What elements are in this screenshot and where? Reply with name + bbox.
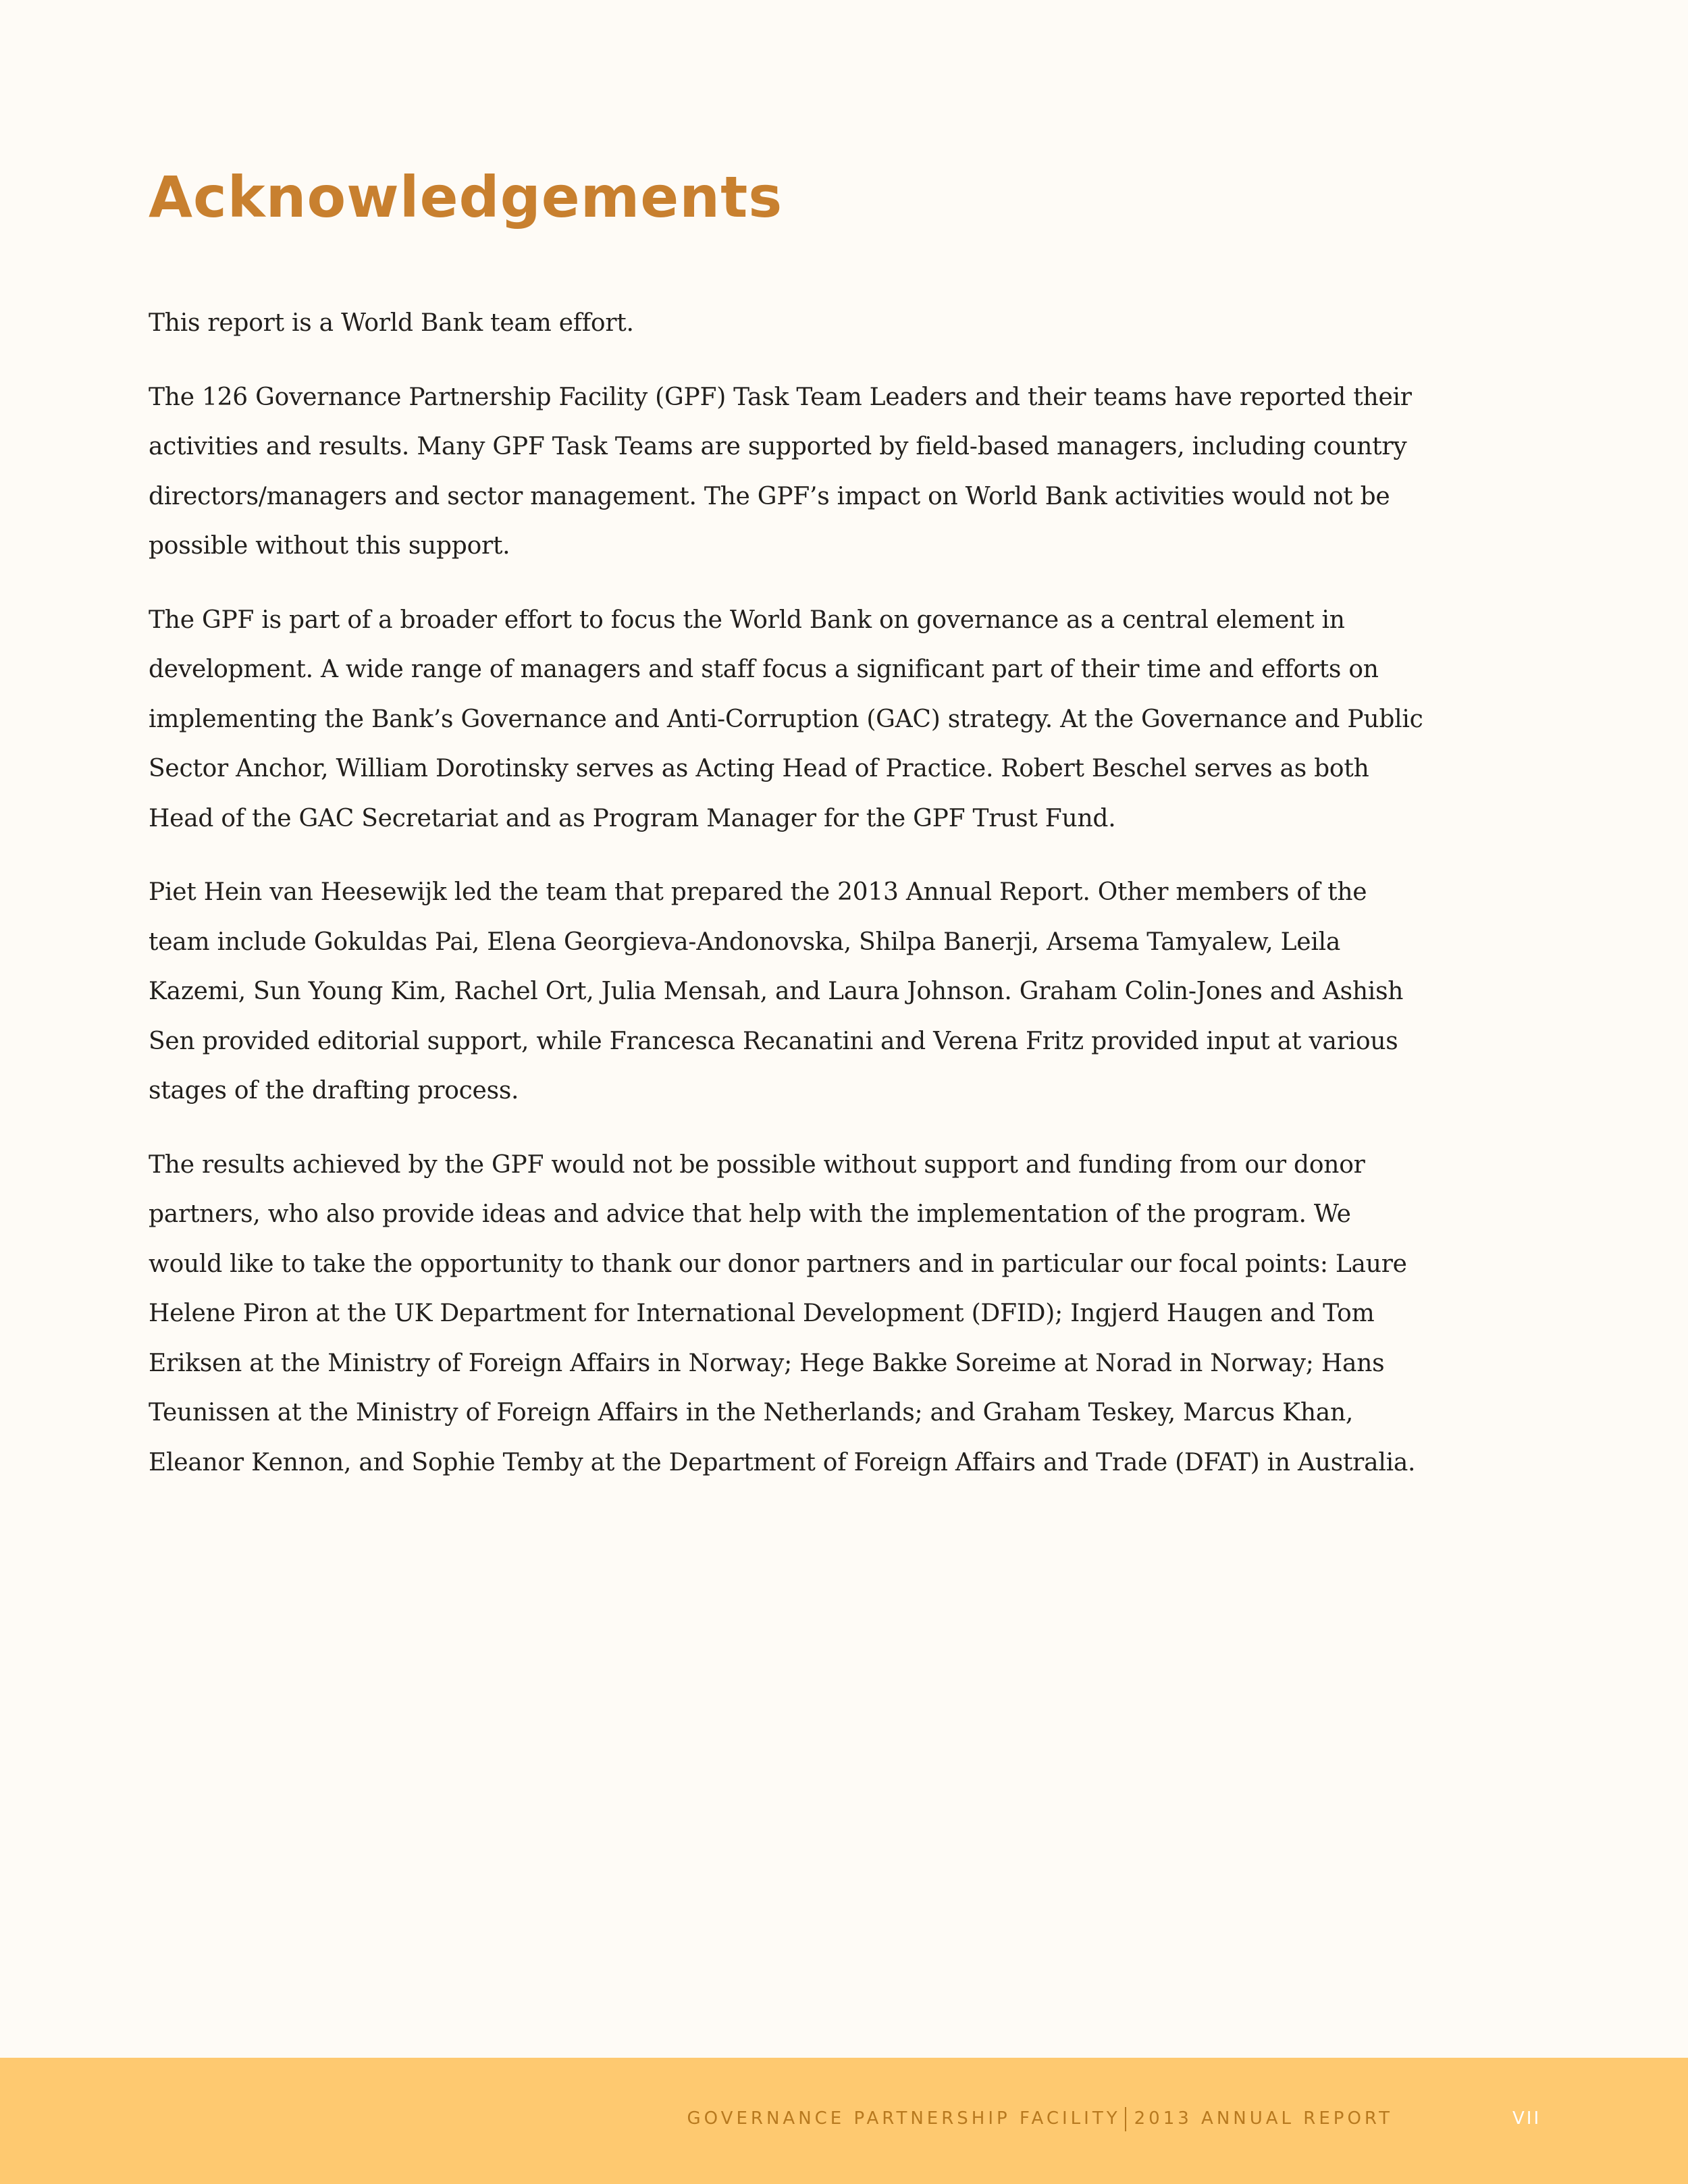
page-number: VII — [1512, 2108, 1541, 2129]
page-title: Acknowledgements — [149, 164, 783, 230]
paragraph-team-effort: This report is a World Bank team effort. — [149, 309, 634, 337]
footer-divider — [1125, 2107, 1126, 2131]
paragraph-broader-effort: The GPF is part of a broader effort to focus the World Bank on governance as a central element in development. A wide range of managers and staff focus a significant part of their time and efforts on implementing the Bank’s Governance and Anti-Corruption (GAC) strategy. At the Governance and Public Sector Anchor, William Dorotinsky serves as Acting Head of Practice. Robert Beschel serves as both Head of the GAC Secretariat and as Program Manager for the GPF Trust Fund. — [149, 606, 1423, 832]
footer-publication: GOVERNANCE PARTNERSHIP FACILITY — [687, 2108, 1121, 2129]
paragraph-task-teams: The 126 Governance Partnership Facility (GPF) Task Team Leaders and their teams have reported their activities and results. Many GPF Task Teams are supported by field-based managers, including country directors/managers and sector management. The GPF’s impact on World Bank activities would not be possible without this support. — [149, 383, 1412, 560]
running-footer — [687, 2102, 1393, 2135]
paragraph-report-team: Piet Hein van Heesewijk led the team that prepared the 2013 Annual Report. Other members of the team include Gokuldas Pai, Elena Georgieva-Andonovska, Shilpa Banerji, Arsema Tamyalew, Leila Kazemi, Sun Young Kim, Rachel Ort, Julia Mensah, and Laura Johnson. Graham Colin-Jones and Ashish Sen provided editorial support, while Francesca Recanatini and Verena Fritz provided input at various stages of the drafting process. — [149, 878, 1404, 1104]
paragraph-donor-partners: The results achieved by the GPF would not be possible without support and funding from our donor partners, who also provide ideas and advice that help with the implementation of the program. We would like to take the opportunity to thank our donor partners and in particular our focal points: Laure Helene Piron at the UK Department for International Development (DFID); Ingjerd Haugen and Tom Eriksen at the Ministry of Foreign Affairs in Norway; Hege Bakke Soreime at Norad in Norway; Hans Teunissen at the Ministry of Foreign Affairs in the Netherlands; and Graham Teskey, Marcus Khan, Eleanor Kennon, and Sophie Temby at the Department of Foreign Affairs and Trade (DFAT) in Australia. — [149, 1150, 1416, 1476]
acknowledgements-body — [149, 298, 1425, 1512]
footer-report: 2013 ANNUAL REPORT — [1134, 2108, 1393, 2129]
